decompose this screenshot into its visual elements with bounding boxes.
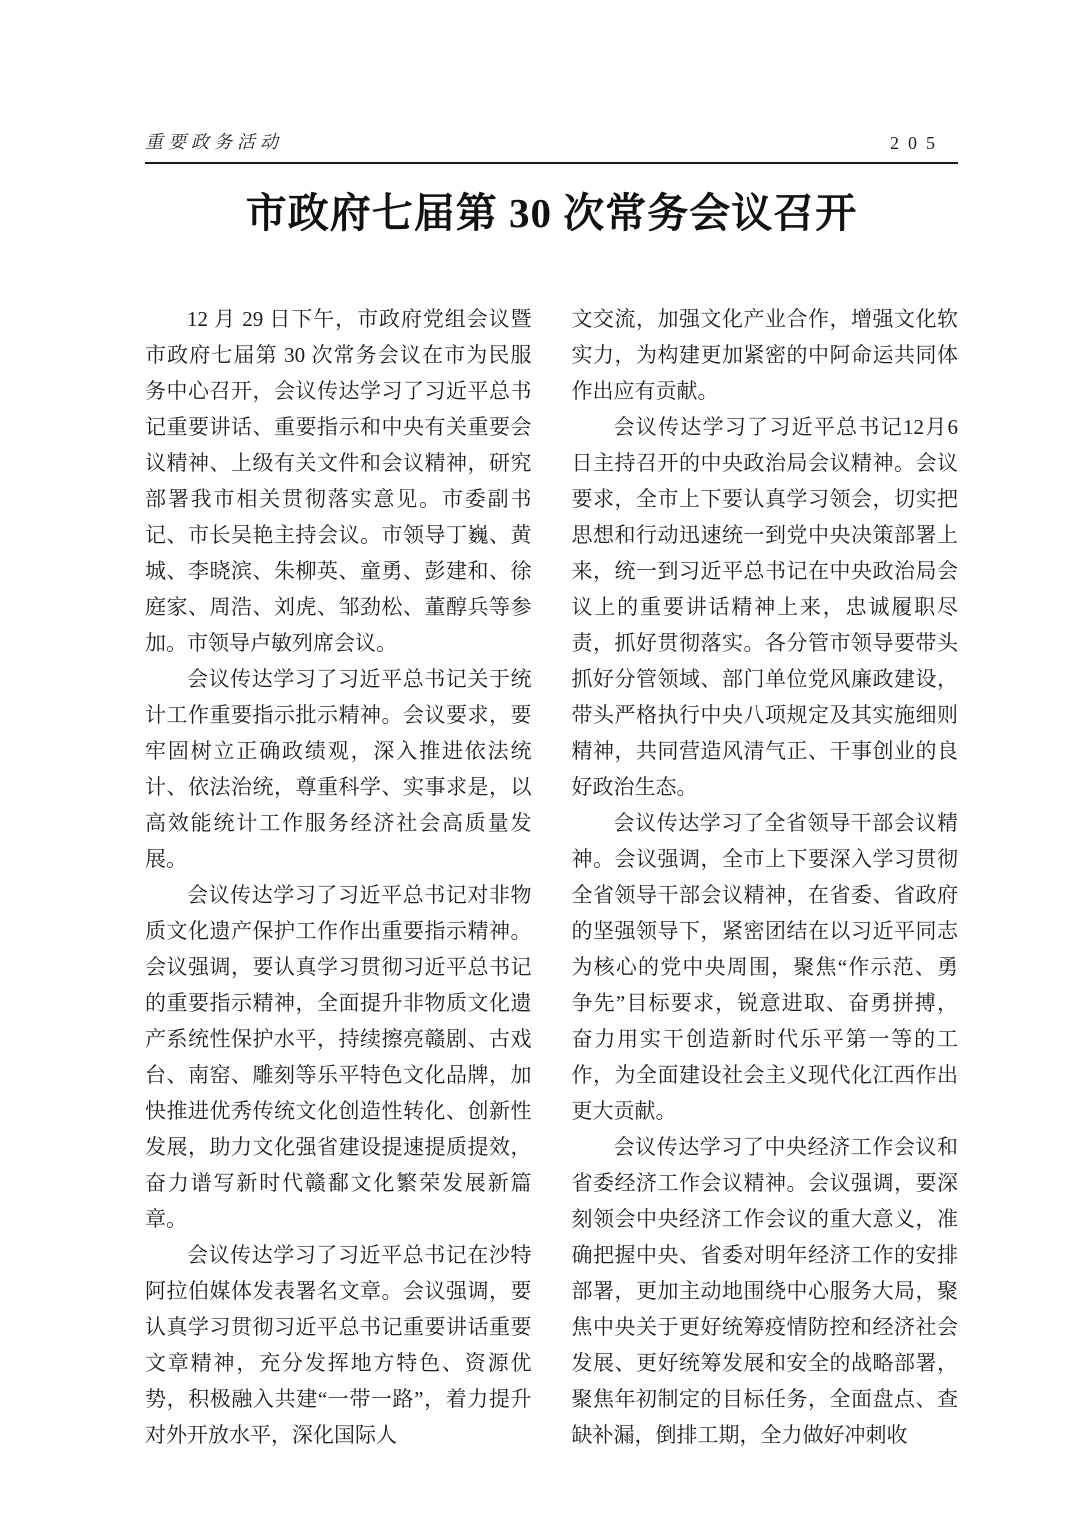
paragraph: 会议传达学习了全省领导干部会议精神。会议强调，全市上下要深入学习贯彻全省领导干部会议精神，在省委、省政府的坚强领导下，紧密团结在以习近平同志为核心的党中央周围，聚焦“作示范、勇争先”目标要求，锐意进取、奋勇拼搏，奋力用实干创造新时代乐平第一等的工作，为全面建设社会主义现代化江西作出更大贡献。 bbox=[571, 811, 958, 1124]
left-column bbox=[145, 301, 532, 1453]
right-column bbox=[572, 301, 959, 1453]
paragraph: 会议传达学习了习近平总书记关于统计工作重要指示批示精神。会议要求，要牢固树立正确政绩观，深入推进依法统计、依法治统，尊重科学、实事求是，以高效能统计工作服务经济社会高质量发展。 bbox=[145, 667, 532, 872]
paragraph: 12 月 29 日下午，市政府党组会议暨市政府七届第 30 次常务会议在市为民服务中心召开，会议传达学习了习近平总书记重要讲话、重要指示和中央有关重要会议精神、上级有关文件和会议精神，研究部署我市相关贯彻落实意见。市委副书记、市长吴艳主持会议。市领导丁巍、黄城、李晓滨、朱柳英、童勇、彭建和、徐庭家、周浩、刘虎、邹劲松、董醇兵等参加。市领导卢敏列席会议。 bbox=[145, 307, 532, 656]
paragraph: 文交流，加强文化产业合作，增强文化软实力，为构建更加紧密的中阿命运共同体作出应有贡献。 bbox=[571, 307, 958, 404]
paragraph: 会议传达学习了习近平总书记在沙特阿拉伯媒体发表署名文章。会议强调，要认真学习贯彻习近平总书记重要讲话重要文章精神，充分发挥地方特色、资源优势，积极融入共建“一带一路”，着力提升对外开放水平，深化国际人 bbox=[145, 1243, 532, 1448]
article-body bbox=[145, 301, 958, 1453]
paragraph: 会议传达学习了中央经济工作会议和省委经济工作会议精神。会议强调，要深刻领会中央经济工作会议的重大意义，准确把握中央、省委对明年经济工作的安排部署，更加主动地围绕中心服务大局，聚焦中央关于更好统筹疫情防控和经济社会发展、更好统筹发展和安全的战略部署，聚焦年初制定的目标任务，全面盘点、查缺补漏，倒排工期，全力做好冲刺收 bbox=[571, 1135, 958, 1448]
page-number: 205 bbox=[890, 133, 944, 153]
paragraph: 会议传达学习了习近平总书记12月6日主持召开的中央政治局会议精神。会议要求，全市上下要认真学习领会，切实把思想和行动迅速统一到党中央决策部署上来，统一到习近平总书记在中央政治局会议上的重要讲话精神上来，忠诚履职尽责，抓好贯彻落实。各分管市领导要带头抓好分管领域、部门单位党风廉政建设，带头严格执行中央八项规定及其实施细则精神，共同营造风清气正、干事创业的良好政治生态。 bbox=[571, 415, 958, 800]
article-title: 市政府七届第 30 次常务会议召开 bbox=[245, 190, 858, 236]
page-content bbox=[0, 128, 1074, 1453]
paragraph: 会议传达学习了习近平总书记对非物质文化遗产保护工作作出重要指示精神。会议强调，要认真学习贯彻习近平总书记的重要指示精神，全面提升非物质文化遗产系统性保护水平，持续擦亮赣剧、古戏台、南窑、雕刻等乐平特色文化品牌，加快推进优秀传统文化创造性转化、创新性发展，助力文化强省建设提速提质提效，奋力谱写新时代赣鄱文化繁荣发展新篇章。 bbox=[145, 883, 532, 1232]
running-header bbox=[145, 128, 958, 164]
header-section-label: 重要政务活动 bbox=[145, 132, 283, 152]
